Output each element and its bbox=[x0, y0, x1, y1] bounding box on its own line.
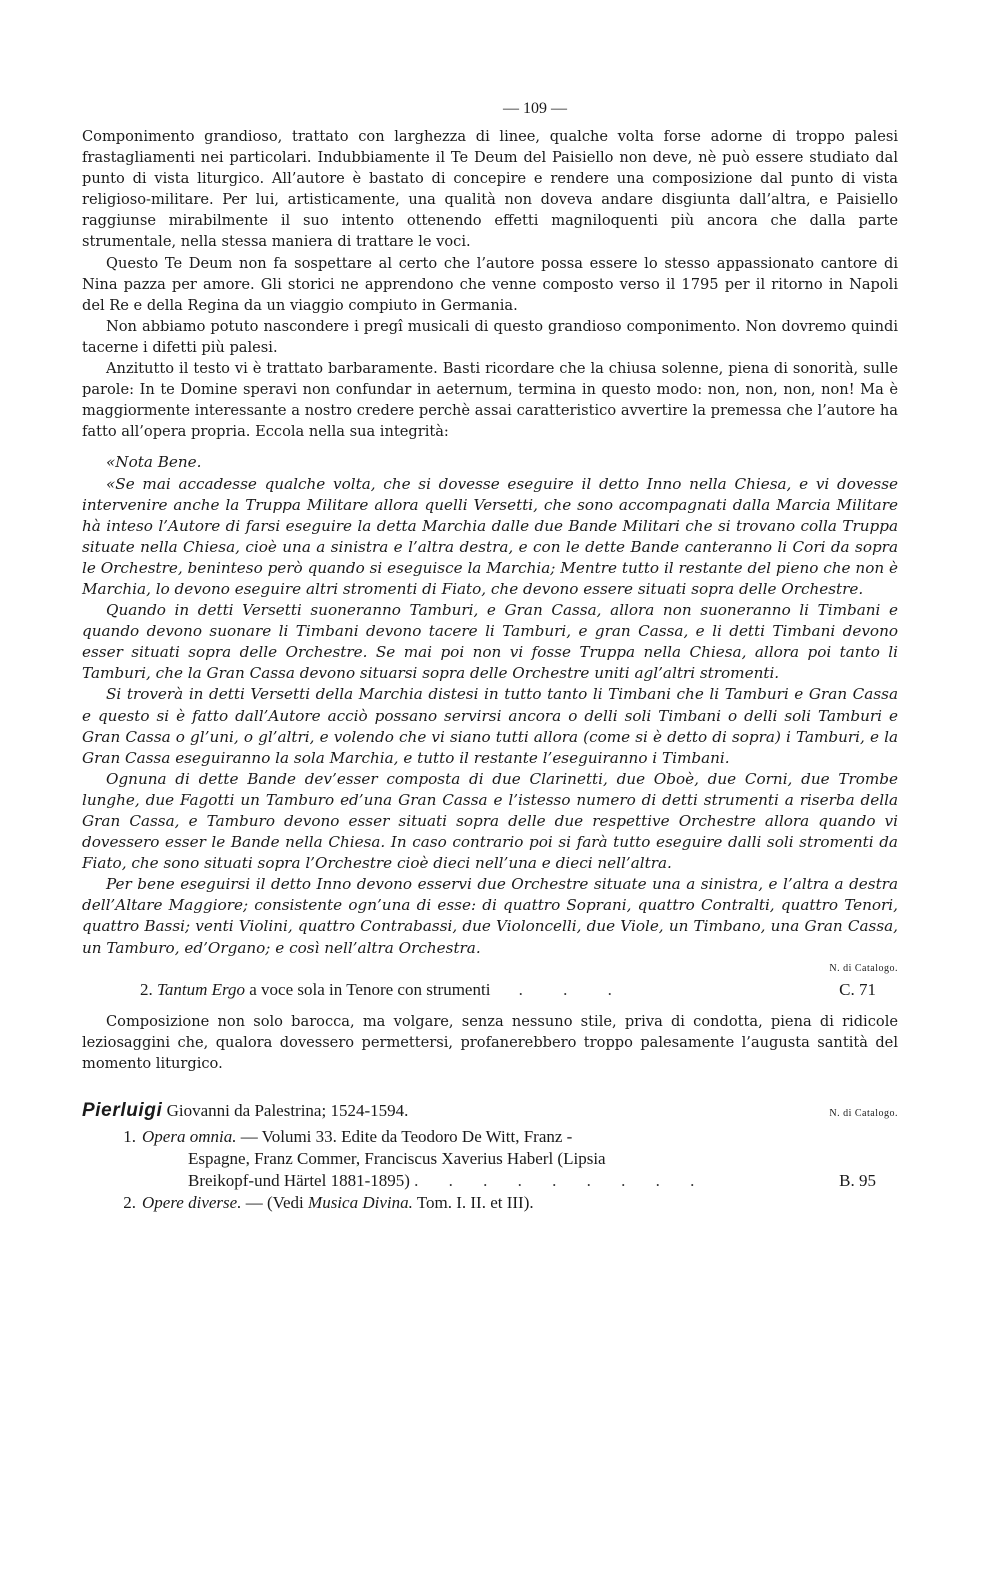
item-number: 2. bbox=[123, 1192, 136, 1212]
author-heading-text bbox=[82, 1100, 408, 1122]
nota-bene-quote bbox=[82, 452, 898, 958]
paragraph: Non abbiamo potuto nascondere i pregî musicali di questo grandioso componimento. Non dovremo quindi tacerne i difetti più palesi. bbox=[82, 317, 898, 356]
quote-paragraph: «Se mai accadesse qualche volta, che si dovesse eseguire il detto Inno nella Chiesa, e vi dovesse intervenire anche la Truppa Militare allora quelli Versetti, che sono accompagnati dalla Marcia Militare hà inteso l’Autore di farsi eseguire la detta Marchia dalle due Bande Militari che si trovano colla Truppa situate nella Chiesa, cioè una a sinistra e l’altra destra, e con le dette Bande canteranno li Cori da sopra le Orchestre, beninteso però quando si eseguisce la Marchia; Mentre tutto il restante del pieno che non è Marchia, lo devono eseguire altri stromenti di Fiato, che devono essere situati sopra delle Orchestre. bbox=[82, 474, 898, 598]
item-code: B. 95 bbox=[839, 1170, 876, 1190]
item-text: — Volumi 33. Edite da Teodoro De Witt, Franz - bbox=[240, 1126, 573, 1146]
paragraph: Questo Te Deum non fa sospettare al certo che l’autore possa essere lo stesso appassionato cantore di Nina pazza per amore. Gli storici ne apprendono che venne composto verso il 1795 per il ritorno in Napoli del Re e della Regina da un viaggio compiuto in Germania. bbox=[82, 254, 898, 314]
paragraph: Anzitutto il testo vi è trattato barbaramente. Basti ricordare che la chiusa solenne, piena di sonorità, sulle parole: In te Domine speravi non confundar in aeternum, termina in questo modo: non, non, non, non! Ma è maggiormente interessante a nostro credere perchè assai caratteristico avvertire la premessa che l’autore ha fatto all’opera propria. Eccola nella sua integrità: bbox=[82, 360, 898, 441]
author-heading bbox=[82, 1100, 898, 1122]
entry-description: a voce sola in Tenore con strumenti bbox=[249, 979, 491, 999]
quote-paragraph: Ognuna di dette Bande dev’esser composta di due Clarinetti, due Oboè, due Corni, due Trombe lunghe, due Fagotti un Tamburo ed’una Gran Cassa e l’istesso numero di detti strumenti a riserba della Gran Cassa, e Tamburo devono esser situati sopra delle due respettive Orchestre allora quando vi dovessero esser le Bande nella Chiesa. In caso contrario poi si farà tutto eseguire dalli soli stromenti da Fiato, che sono situati sopra l’Orchestre cioè dieci nell’una e dieci nell’altra. bbox=[82, 769, 898, 873]
item-continuation: Espagne, Franz Commer, Franciscus Xaverius Haberl (Lipsia bbox=[188, 1148, 606, 1168]
item-continuation-text bbox=[188, 1170, 707, 1192]
works-list bbox=[82, 1126, 898, 1214]
paragraph: Componimento grandioso, trattato con larghezza di linee, qualche volta forse adorne di troppo palesi frastagliamenti nei particolari. Indubbiamente il Te Deum del Paisiello non deve, nè può essere studiato dal punto di vista liturgico. All’autore è bastato di concepire e rendere una composizione dal punto di vista religioso-militare. Per lui, artisticamente, una qualità non doveva andare disgiunta dall’altra, e Paisiello raggiunse mirabilmente il suo intento ottenendo effetti magniloquenti più ancora che dalla parte strumentale, nella stessa maniera di trattare le voci. bbox=[82, 128, 898, 251]
catalog-entry bbox=[82, 979, 898, 1001]
entry-text bbox=[140, 979, 630, 1001]
item-text: Tom. I. II. et III). bbox=[416, 1192, 534, 1212]
item-body bbox=[142, 1192, 898, 1214]
page bbox=[82, 92, 898, 1214]
intro-text bbox=[82, 126, 898, 442]
entry-title: Tantum Ergo bbox=[157, 979, 246, 999]
item-body bbox=[142, 1126, 898, 1148]
list-item bbox=[82, 1192, 898, 1214]
catalog-label: N. di Catalogo. bbox=[829, 1107, 898, 1119]
paragraph: Composizione non solo barocca, ma volgare, senza nessuno stile, priva di condotta, piena di ridicole leziosaggini che, qualora dovessero permettersi, profanerebbero troppo palesamente l’augusta santità del momento liturgico. bbox=[82, 1012, 898, 1072]
item-text: Breikopf-und Härtel 1881-1895) bbox=[188, 1170, 410, 1190]
leader-dots: . . . . . . . . . bbox=[414, 1170, 708, 1190]
item-title: Opere diverse. bbox=[142, 1192, 242, 1212]
item-reference: Musica Divina. bbox=[308, 1192, 413, 1212]
page-number: — 109 — bbox=[503, 100, 567, 117]
list-item bbox=[82, 1126, 898, 1148]
entry-number: 2. bbox=[140, 979, 153, 999]
item-title: Opera omnia. bbox=[142, 1126, 237, 1146]
item-continuation bbox=[82, 1170, 898, 1192]
author-name: Pierluigi bbox=[82, 1099, 163, 1121]
catalog-label: N. di Catalogo. bbox=[829, 962, 898, 974]
entry-code: C. 71 bbox=[839, 979, 876, 999]
item-text: — (Vedi bbox=[245, 1192, 304, 1212]
quote-heading: «Nota Bene. bbox=[106, 453, 202, 472]
quote-paragraph: Per bene eseguirsi il detto Inno devono esservi due Orchestre situate una a sinistra, e l’altra a destra dell’Altare Maggiore; consistente ogn’una di esse: di quattro Soprani, quattro Contralti, quattro Tenori, quattro Bassi; venti Violini, quattro Contrabassi, due Violoncelli, due Viole, un Timbano, una Gran Cassa, un Tamburo, ed’Organo; e così nell’altra Orchestra. bbox=[82, 875, 898, 957]
quote-paragraph: Quando in detti Versetti suoneranno Tamburi, e Gran Cassa, allora non suoneranno li Timbani e quando devono suonare li Timbani devono tacere li Tamburi, e gran Cassa, e li detti Timbani devono esser situati sopra delle Orchestre. Se mai poi non vi fosse Truppa nella Chiesa, allora poi tanto li Tamburi, che la Gran Cassa devono situarsi sopra delle Orchestre uniti agl’altri stromenti. bbox=[82, 601, 898, 683]
entry-commentary bbox=[82, 1011, 898, 1074]
author-details: Giovanni da Palestrina; 1524-1594. bbox=[166, 1100, 409, 1120]
quote-paragraph: Si troverà in detti Versetti della Marchia distesi in tutto tanto li Timbani che li Tamburi e Gran Cassa e questo si è fatto dall’Autore acciò possano servirsi ancora o delli soli Timbani o delli soli Tamburi e Gran Cassa o gl’uni, o gl’altri, e volendo che vi siano tutti allora (come si è detto di sopra) i Tamburi, e la Gran Cassa eseguiranno la sola Marchia, e tutto il restante l’eseguiranno i Timbani. bbox=[82, 685, 898, 767]
item-number: 1. bbox=[123, 1126, 136, 1146]
leader-dots: . . . bbox=[518, 979, 630, 999]
